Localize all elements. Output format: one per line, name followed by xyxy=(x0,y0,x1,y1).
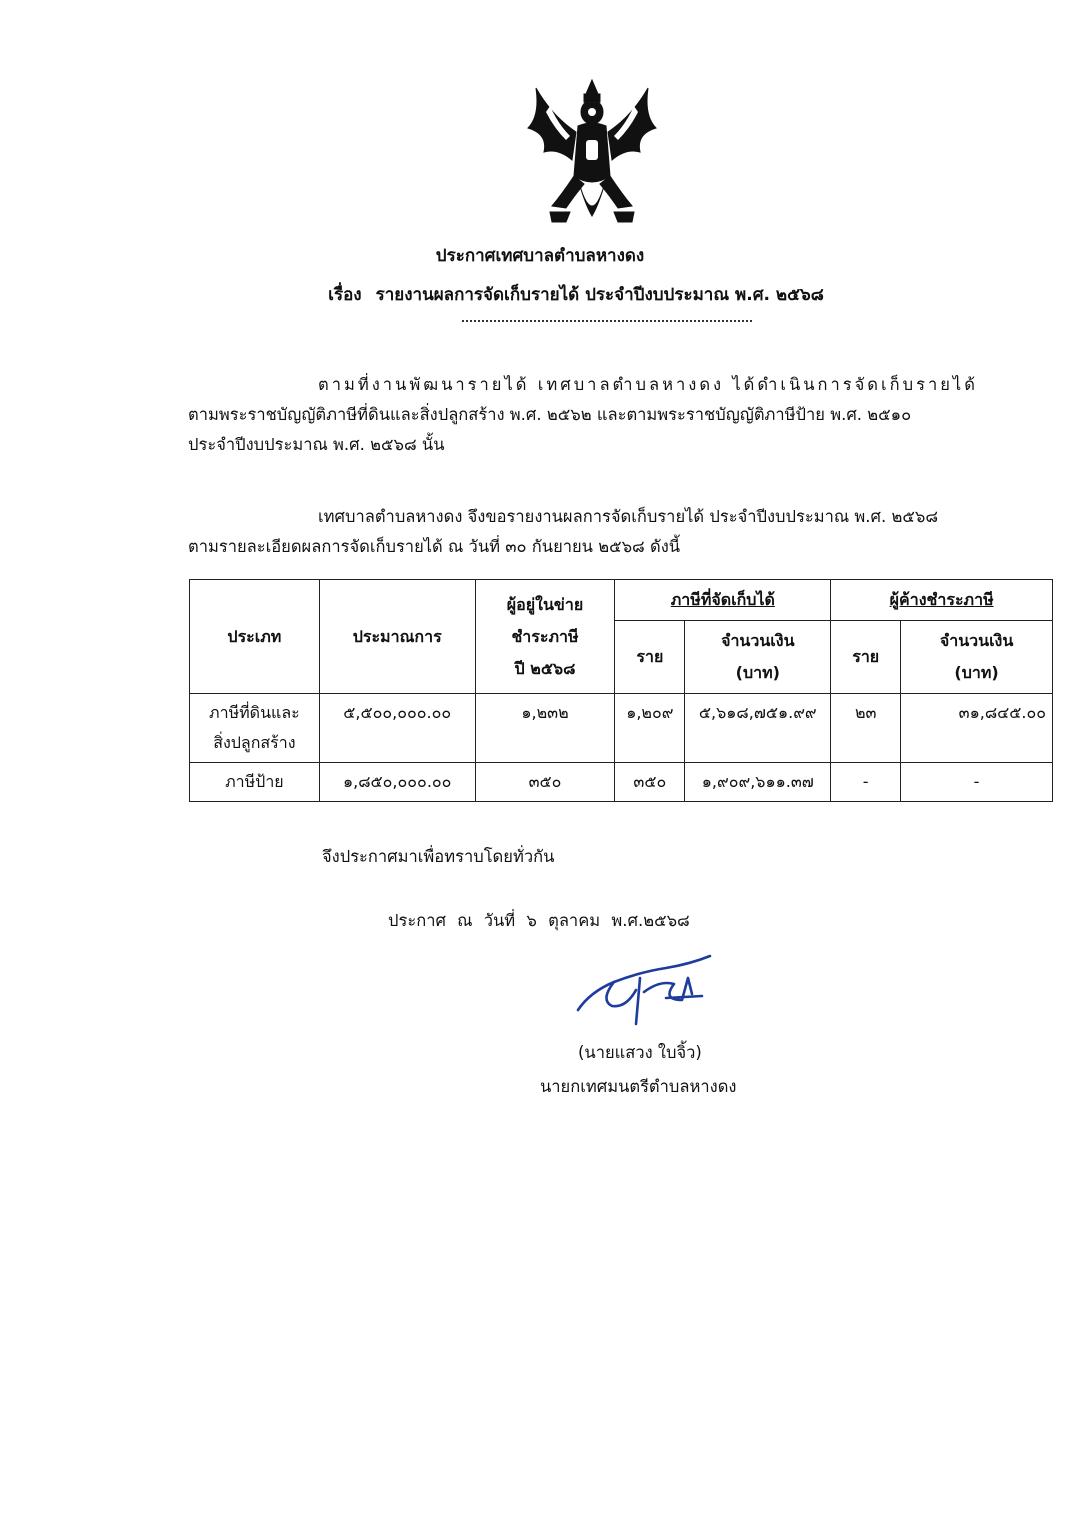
header-collected-amount xyxy=(685,621,831,694)
paragraph-2-line-2: ตามรายละเอียดผลการจัดเก็บรายได้ ณ วันที่ ๓๐ กันยายน ๒๕๖๘ ดังนี้ xyxy=(188,537,681,556)
signer-name: (นายแสวง ใบจิ้ว) xyxy=(578,1043,702,1062)
cell-collected-amount: ๕,๖๑๘,๗๕๑.๙๙ xyxy=(685,694,831,763)
cell-type-line-1: ภาษีที่ดินและ xyxy=(209,703,300,722)
header-collected-label: ภาษีที่จัดเก็บได้ xyxy=(670,590,775,609)
cell-in-network: ๓๕๐ xyxy=(475,763,615,802)
cell-outstanding-count: - xyxy=(831,763,901,802)
header-outstanding xyxy=(831,580,1053,621)
table-row xyxy=(190,763,1053,802)
cell-in-network: ๑,๒๓๒ xyxy=(475,694,615,763)
cell-outstanding-amount: - xyxy=(901,763,1053,802)
table-row xyxy=(190,694,1053,763)
paragraph-2-line-1: เทศบาลตำบลหางดง จึงขอรายงานผลการจัดเก็บรายได้ ประจำปีงบประมาณ พ.ศ. ๒๕๖๘ xyxy=(318,507,939,526)
header-in-network-line-3: ปี ๒๕๖๘ xyxy=(514,658,576,678)
header-collected xyxy=(615,580,831,621)
cell-type-line-2: สิ่งปลูกสร้าง xyxy=(213,733,296,752)
header-amount-line-1: จำนวนเงิน xyxy=(721,631,795,650)
cell-type xyxy=(190,694,320,763)
header-estimate: ประมาณการ xyxy=(319,580,475,694)
announcement-date: ประกาศ ณ วันที่ ๖ ตุลาคม พ.ศ.๒๕๖๘ xyxy=(388,911,690,930)
header-type: ประเภท xyxy=(190,580,320,694)
cell-collected-count: ๓๕๐ xyxy=(615,763,685,802)
cell-estimate: ๕,๕๐๐,๐๐๐.๐๐ xyxy=(319,694,475,763)
header-amount-line-1: จำนวนเงิน xyxy=(939,631,1014,650)
paragraph-1-line-1: ตามที่งานพัฒนารายได้ เทศบาลตำบลหางดง ได้ดำเนินการจัดเก็บรายได้ xyxy=(318,375,978,394)
header-amount-line-2: (บาท) xyxy=(954,663,999,682)
header-in-network-line-2: ชำระภาษี xyxy=(511,626,579,646)
paragraph-1 xyxy=(188,370,1048,460)
cell-estimate: ๑,๘๕๐,๐๐๐.๐๐ xyxy=(319,763,475,802)
cell-collected-amount: ๑,๙๐๙,๖๑๑.๓๗ xyxy=(685,763,831,802)
document-subject xyxy=(36,281,1080,308)
subject-text: รายงานผลการจัดเก็บรายได้ ประจำปีงบประมาณ พ.ศ. ๒๕๖๘ xyxy=(375,285,824,305)
paragraph-2 xyxy=(188,502,1048,562)
dotted-divider xyxy=(462,320,752,322)
header-outstanding-amount xyxy=(901,621,1053,694)
signer-position: นายกเทศมนตรีตำบลหางดง xyxy=(540,1077,737,1096)
header-outstanding-count: ราย xyxy=(831,621,901,694)
paragraph-1-line-3: ประจำปีงบประมาณ พ.ศ. ๒๕๖๘ นั้น xyxy=(188,435,445,454)
cell-outstanding-amount: ๓๑,๘๔๕.๐๐ xyxy=(901,694,1053,763)
header-amount-line-2: (บาท) xyxy=(735,663,780,682)
garuda-emblem-icon xyxy=(522,76,662,236)
table-header-row xyxy=(190,580,1053,621)
cell-collected-count: ๑,๒๐๙ xyxy=(615,694,685,763)
signature-mark xyxy=(570,948,720,1028)
closing-statement: จึงประกาศมาเพื่อทราบโดยทั่วกัน xyxy=(322,847,555,866)
cell-outstanding-count: ๒๓ xyxy=(831,694,901,763)
subject-label: เรื่อง xyxy=(328,285,362,305)
cell-type: ภาษีป้าย xyxy=(190,763,320,802)
document-title: ประกาศเทศบาลตำบลหางดง xyxy=(435,246,645,266)
header-in-network xyxy=(475,580,615,694)
paragraph-1-line-2: ตามพระราชบัญญัติภาษีที่ดินและสิ่งปลูกสร้าง พ.ศ. ๒๕๖๒ และตามพระราชบัญญัติภาษีป้าย พ.ศ. ๒๕๑๐ xyxy=(188,405,912,424)
revenue-table xyxy=(189,579,1053,802)
header-collected-count: ราย xyxy=(615,621,685,694)
header-outstanding-label: ผู้ค้างชำระภาษี xyxy=(889,590,994,609)
header-in-network-line-1: ผู้อยู่ในข่าย xyxy=(506,594,584,614)
